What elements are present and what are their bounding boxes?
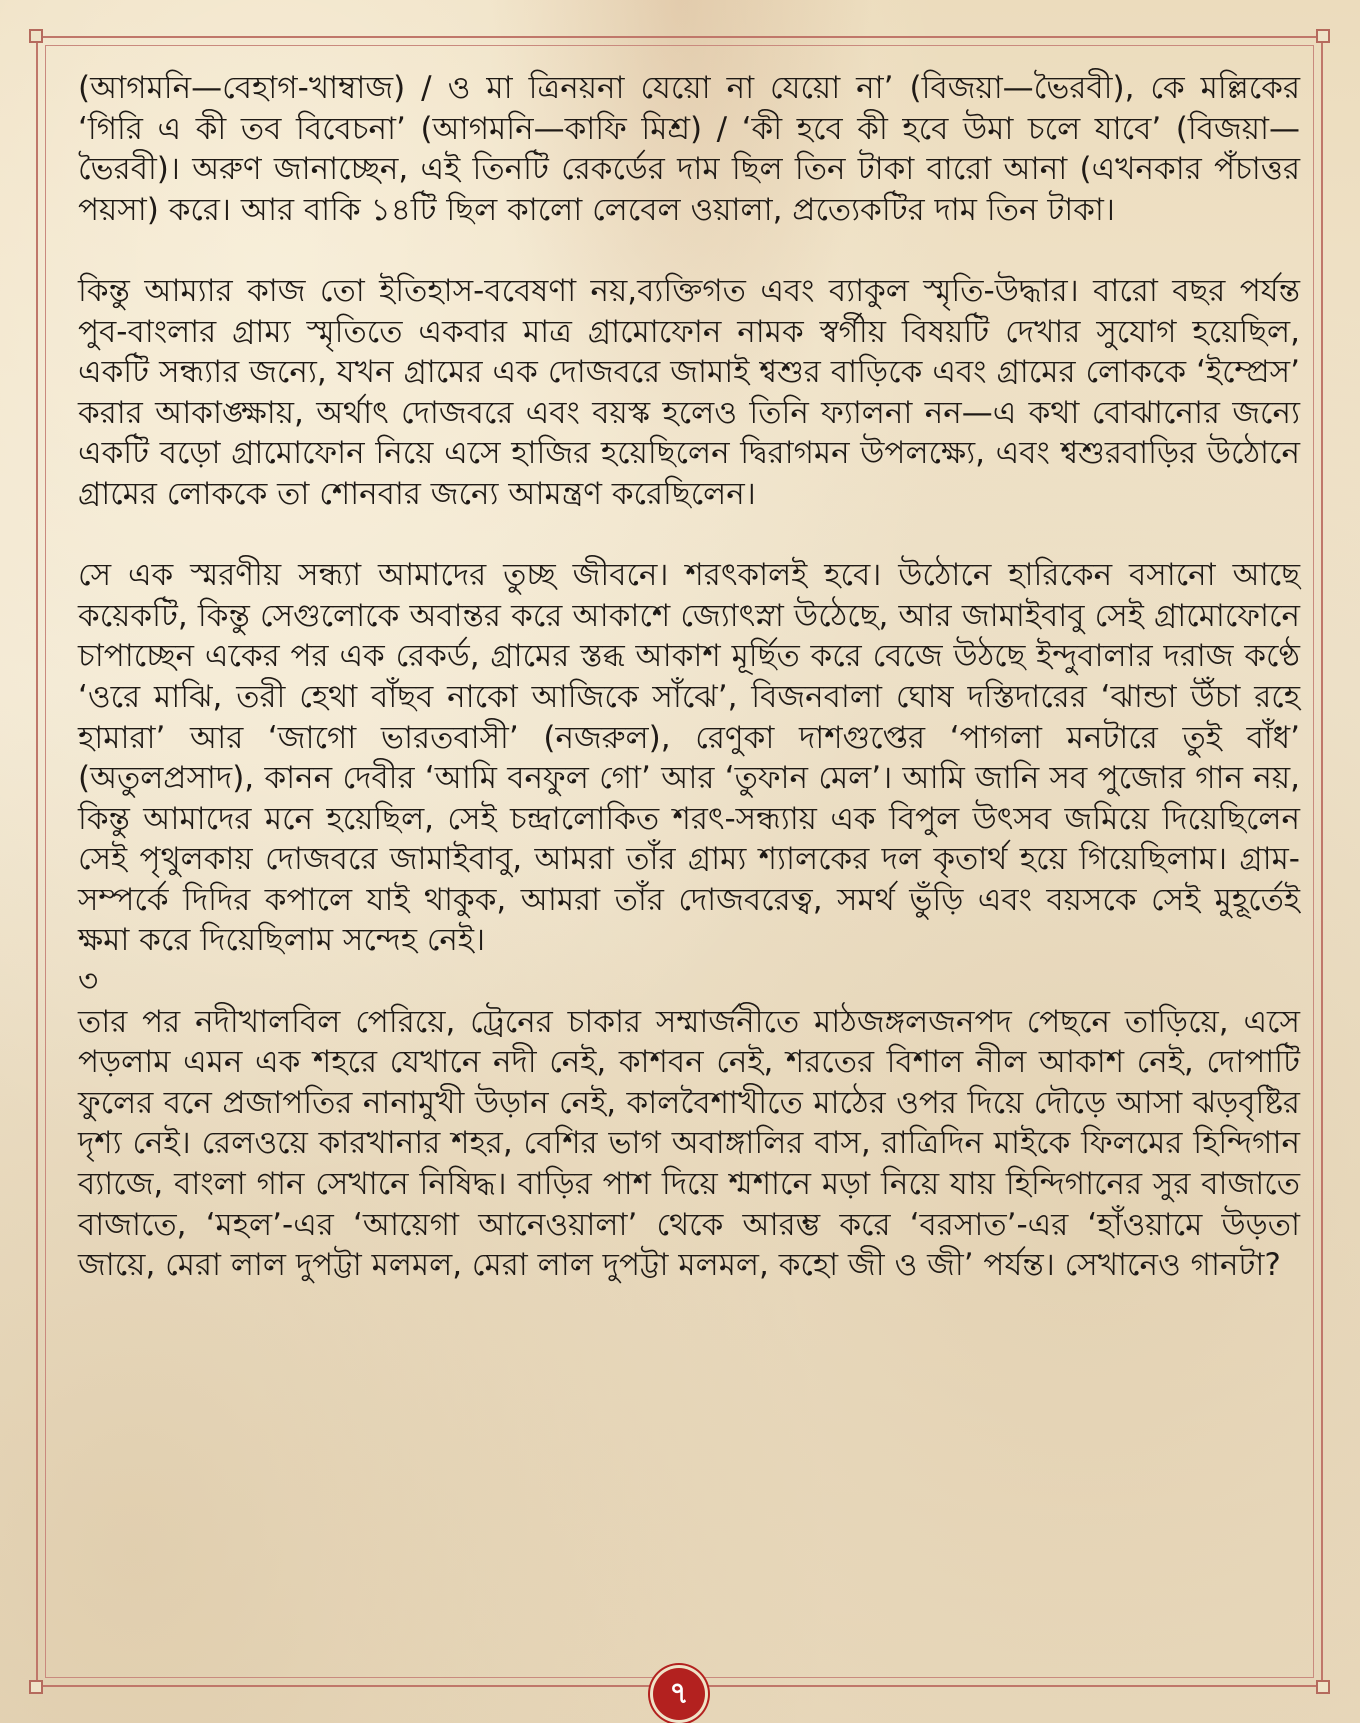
paragraph-spacer (78, 230, 1300, 271)
page-number: ৭ (653, 1668, 705, 1720)
border-corner-ornament (1316, 29, 1330, 43)
paragraph: সে এক স্মরণীয় সন্ধ্যা আমাদের তুচ্ছ জীবনে। শরৎকালই হবে। উঠোনে হারিকেন বসানো আছে কয়েকটি, কিন্তু সেগুলোকে অবান্তর করে আকাশে জ্যোৎস্না উঠেছে, আর জামাইবাবু সেই গ্রামোফোনে চাপাচ্ছেন একের পর এক রেকর্ড, গ্রামের স্তব্ধ আকাশ মূর্ছিত করে বেজে উঠছে ইন্দুবালার দরাজ কণ্ঠে ‘ওরে মাঝি, তরী হেথা বাঁছব নাকো আজিকে সাঁঝে’, বিজনবালা ঘোষ দস্তিদারের ‘ঝান্ডা উঁচা রহে হামারা’ আর ‘জাগো ভারতবাসী’ (নজরুল), রেণুকা দাশগুপ্তের ‘পাগলা মনটারে তুই বাঁধ’ (অতুলপ্রসাদ), কানন দেবীর ‘আমি বনফুল গো’ আর ‘তুফান মেল’। আমি জানি সব পুজোর গান নয়, কিন্তু আমাদের মনে হয়েছিল, সেই চন্দ্রালোকিত শরৎ-সন্ধ্যায় এক বিপুল উৎসব জমিয়ে দিয়েছিলেন সেই পৃথুলকায় দোজবরে জামাইবাবু, আমরা তাঁর গ্রাম্য শ্যালকের দল কৃতার্থ হয়ে গিয়েছিলাম। গ্রাম-সম্পর্কে দিদির কপালে যাই থাকুক, আমরা তাঁর দোজবরেত্ব, সমর্থ ভুঁড়ি এবং বয়সকে সেই মুহূর্তেই ক্ষমা করে দিয়েছিলাম সন্দেহ নেই। (78, 557, 1300, 959)
paragraph: (আগমনি—বেহাগ-খাম্বাজ) / ও মা ত্রিনয়না যেয়ো না যেয়ো না’ (বিজয়া—ভৈরবী), কে মল্লিকের ‘গিরি এ কী তব বিবেচনা’ (আগমনি—কাফি মিশ্র) / ‘কী হবে কী হবে উমা চলে যাবে’ (বিজয়া—ভৈরবী)। অরুণ জানাচ্ছেন, এই তিনটি রেকর্ডের দাম ছিল তিন টাকা বারো আনা (এখনকার পঁচাত্তর পয়সা) করে। আর বাকি ১৪টি ছিল কালো লেবেল ওয়ালা, প্রত্যেকটির দাম তিন টাকা। (78, 70, 1300, 228)
paragraph: কিন্তু আম্যার কাজ তো ইতিহাস-ববেষণা নয়,ব্যক্তিগত এবং ব্যাকুল স্মৃতি-উদ্ধার। বারো বছর পর্যন্ত পুব-বাংলার গ্রাম্য স্মৃতিতে একবার মাত্র গ্রামোফোন নামক স্বর্গীয় বিষয়টি দেখার সুযোগ হয়েছিল, একটি সন্ধ্যার জন্যে, যখন গ্রামের এক দোজবরে জামাই শ্বশুর বাড়িকে এবং গ্রামের লোককে ‘ইম্প্রেস’ করার আকাঙ্ক্ষায়, অর্থাৎ দোজবরে এবং বয়স্ক হলেও তিনি ফ্যালনা নন—এ কথা বোঝানোর জন্যে একটি বড়ো গ্রামোফোন নিয়ে এসে হাজির হয়েছিলেন দ্বিরাগমন উপলক্ষ্যে, এবং শ্বশুরবাড়ির উঠোনে গ্রামের লোককে তা শোনবার জন্যে আমন্ত্রণ করেছিলেন। (78, 272, 1300, 512)
paragraph-spacer (78, 515, 1300, 556)
border-corner-ornament (29, 29, 43, 43)
body-text (78, 68, 1300, 1286)
border-corner-ornament (1316, 1680, 1330, 1694)
paragraph: তার পর নদীখালবিল পেরিয়ে, ট্রেনের চাকার সম্মার্জনীতে মাঠজঙ্গলজনপদ পেছনে তাড়িয়ে, এসে পড়লাম এমন এক শহরে যেখানে নদী নেই, কাশবন নেই, শরতের বিশাল নীল আকাশ নেই, দোপাটি ফুলের বনে প্রজাপতির নানামুখী উড়ান নেই, কালবৈশাখীতে মাঠের ওপর দিয়ে দৌড়ে আসা ঝড়বৃষ্টির দৃশ্য নেই। রেলওয়ে কারখানার শহর, বেশির ভাগ অবাঙ্গালির বাস, রাত্রিদিন মাইকে ফিলমের হিন্দিগান ব্যাজে, বাংলা গান সেখানে নিষিদ্ধ। বাড়ির পাশ দিয়ে শ্মশানে মড়া নিয়ে যায় হিন্দিগানের সুর বাজাতে বাজাতে, ‘মহল’-এর ‘আয়েগা আনেওয়ালা’ থেকে আরম্ভ করে ‘বরসাত’-এর ‘হাঁওয়ামে উড়তা জায়ে, মেরা লাল দুপট্টা মলমল, মেরা লাল দুপট্টা মলমল, কহো জী ও জী’ পর্যন্ত। সেখানেও গানটা? (78, 1003, 1300, 1284)
border-corner-ornament (29, 1680, 43, 1694)
section-number: ৩ (78, 963, 99, 1000)
